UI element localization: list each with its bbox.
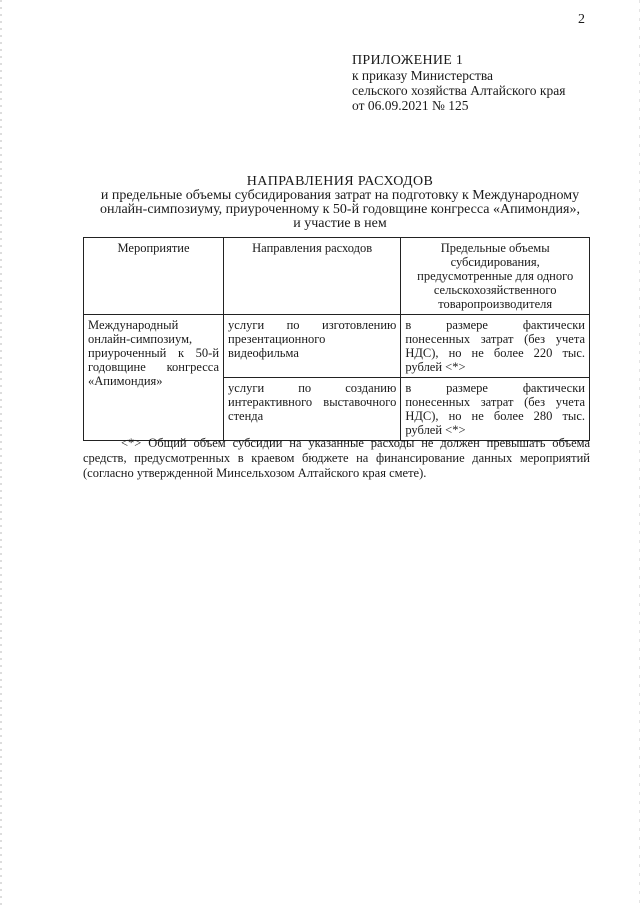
cell-limit: в размере фактически понесенных затрат (без учета НДС), но не более 280 тыс. рублей <*> (401, 378, 590, 441)
appendix-heading: ПРИЛОЖЕНИЕ 1 (352, 53, 464, 68)
title-line-4: и участие в нем (293, 216, 387, 231)
header-limit: Предельные объемы субсидирования, предусмотренные для одного сельскохозяйственного товаропроизводителя (401, 238, 590, 315)
header-direction: Направления расходов (224, 238, 401, 315)
appendix-line-3: от 06.09.2021 № 125 (352, 98, 469, 113)
title-line-2: и предельные объемы субсидирования затрат на подготовку к Международному (100, 188, 580, 203)
scan-margin-left (0, 0, 2, 905)
cell-direction: услуги по созданию интерактивного выставочного стенда (224, 378, 401, 441)
cell-event: Международный онлайн-симпозиум, приуроченный к 50-й годовщине конгресса «Апимондия» (84, 315, 224, 441)
expenses-table (83, 237, 590, 441)
header-event: Мероприятие (84, 238, 224, 315)
table-header-row (84, 238, 590, 315)
cell-direction: услуги по изготовлению презентационного видеофильма (224, 315, 401, 378)
appendix-line-1: к приказу Министерства (352, 68, 494, 83)
cell-limit: в размере фактически понесенных затрат (без учета НДС), но не более 220 тыс. рублей <*> (401, 315, 590, 378)
title-main: НАПРАВЛЕНИЯ РАСХОДОВ (246, 174, 434, 189)
document-title (60, 175, 620, 231)
title-line-3: онлайн-симпозиуму, приуроченному к 50-й годовщине конгресса «Апимондия», (99, 202, 580, 217)
table-row (84, 315, 590, 378)
appendix-line-2: сельского хозяйства Алтайского края (352, 83, 566, 98)
appendix-block (352, 53, 565, 113)
page-number: 2 (578, 12, 585, 27)
footnote: <*> Общий объем субсидии на указанные расходы не должен превышать объема средств, предусмотренных в краевом бюджете на финансирование данных мероприятий (согласно утвержденной Минсельхозом Алтайского края смете). (83, 436, 590, 480)
